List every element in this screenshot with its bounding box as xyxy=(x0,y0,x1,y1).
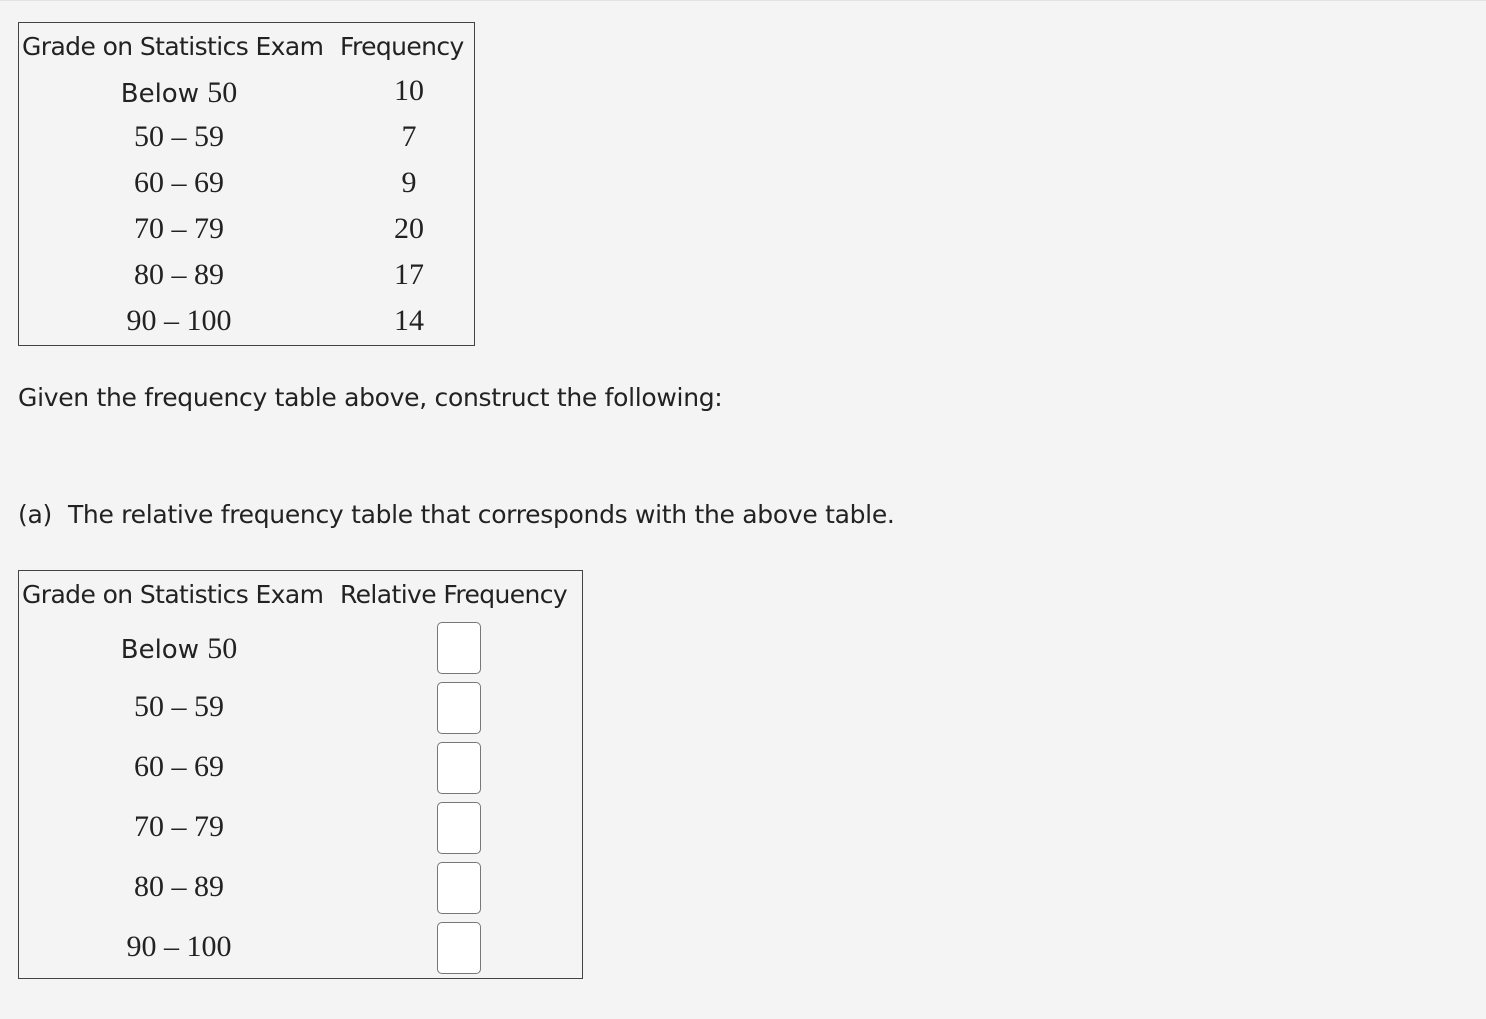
top-divider xyxy=(0,0,1486,1)
instruction-text: Given the frequency table above, construct the following: xyxy=(18,383,723,412)
table-row-frequency: 20 xyxy=(394,212,424,245)
relative-frequency-input[interactable] xyxy=(437,682,481,734)
table-row-grade: Below 50 xyxy=(120,76,238,109)
table-row-grade: 70 – 79 xyxy=(134,810,224,843)
grade-column-header: Grade on Statistics Exam xyxy=(22,580,324,609)
relative-frequency-table xyxy=(18,570,583,979)
frequency-column-header: Frequency xyxy=(340,32,464,61)
table-row-grade: 80 – 89 xyxy=(134,258,224,291)
table-row-frequency: 17 xyxy=(394,258,424,291)
part-a-question xyxy=(18,500,895,529)
relative-frequency-input[interactable] xyxy=(437,922,481,974)
grade-column-header: Grade on Statistics Exam xyxy=(22,32,324,61)
relative-frequency-input[interactable] xyxy=(437,742,481,794)
part-a-label: (a) xyxy=(18,500,52,529)
table-row-grade: 90 – 100 xyxy=(126,930,232,963)
frequency-table xyxy=(18,22,475,346)
table-row-frequency: 10 xyxy=(394,74,424,107)
table-row-grade: Below 50 xyxy=(120,632,238,665)
table-row-grade: 80 – 89 xyxy=(134,870,224,903)
relative-frequency-input[interactable] xyxy=(437,802,481,854)
relative-frequency-column-header: Relative Frequency xyxy=(340,580,568,609)
relative-frequency-input[interactable] xyxy=(437,862,481,914)
table-row-frequency: 14 xyxy=(394,304,424,337)
table-row-grade: 50 – 59 xyxy=(134,120,224,153)
table-row-grade: 50 – 59 xyxy=(134,690,224,723)
table-row-grade: 60 – 69 xyxy=(134,166,224,199)
table-row-grade: 90 – 100 xyxy=(126,304,232,337)
part-a-text: The relative frequency table that corresponds with the above table. xyxy=(67,500,895,529)
table-row-frequency: 9 xyxy=(401,166,417,199)
relative-frequency-input[interactable] xyxy=(437,622,481,674)
table-row-frequency: 7 xyxy=(401,120,417,153)
table-row-grade: 70 – 79 xyxy=(134,212,224,245)
table-row-grade: 60 – 69 xyxy=(134,750,224,783)
